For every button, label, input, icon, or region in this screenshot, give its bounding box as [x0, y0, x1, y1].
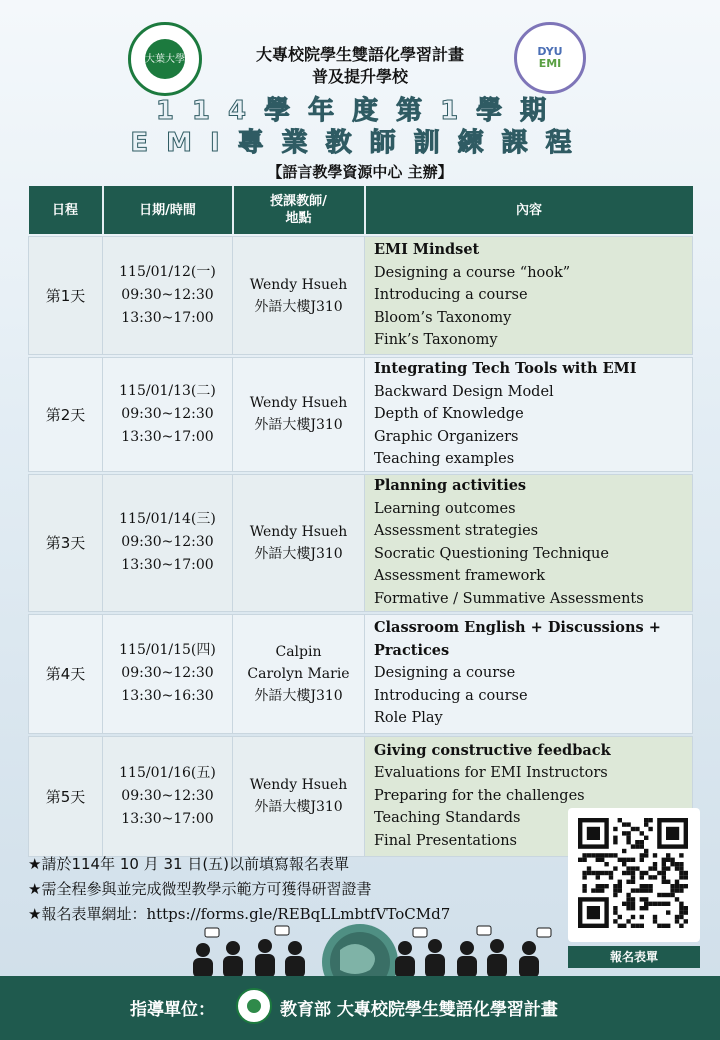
notes — [28, 852, 450, 927]
content-title: Classroom English + Discussions + Practices — [374, 619, 661, 659]
people-silhouettes-illustration — [185, 920, 565, 978]
teacher-line: Wendy Hsueh — [249, 777, 348, 794]
date-line: 13:30~17:00 — [121, 428, 214, 445]
teacher-cell — [233, 358, 365, 472]
day-cell: 第5天 — [29, 736, 103, 856]
header-day: 日程 — [29, 186, 103, 234]
date-line: 09:30~12:30 — [121, 287, 214, 303]
teacher-line: Carolyn Marie — [247, 665, 350, 682]
teacher-line: 外語大樓J310 — [254, 417, 343, 434]
date-cell — [103, 474, 233, 611]
schedule-table — [28, 186, 693, 857]
teacher-cell — [233, 614, 365, 733]
registration-link[interactable]: https://forms.gle/REBqLLmbtfVToCMd7 — [146, 905, 451, 923]
content-item: Backward Design Model — [374, 383, 554, 400]
day-cell: 第2天 — [29, 358, 103, 472]
header-teacher — [233, 186, 365, 234]
date-line: 115/01/13(二) — [119, 382, 216, 399]
footer-organization: 教育部 大專校院學生雙語化學習計畫 — [280, 1000, 558, 1020]
day-cell: 第3天 — [29, 474, 103, 611]
date-cell — [103, 614, 233, 733]
content-item: Depth of Knowledge — [374, 406, 524, 423]
content-title: Giving constructive feedback — [374, 741, 611, 759]
content-item: Assessment framework — [374, 568, 546, 585]
header-teacher-text: 授課教師/ 地點 — [270, 194, 327, 226]
certificate-note: ★需全程參與並完成微型教學示範方可獲得研習證書 — [28, 880, 372, 898]
url-prefix: ★報名表單網址： — [28, 905, 147, 923]
teacher-line: Wendy Hsueh — [249, 523, 348, 540]
content-cell — [365, 614, 693, 733]
content-item: Role Play — [374, 710, 443, 727]
qr-code-icon — [578, 818, 690, 932]
university-logo — [128, 22, 202, 96]
content-cell — [365, 237, 693, 355]
header-date: 日期/時間 — [103, 186, 233, 234]
teacher-line: Calpin — [275, 643, 322, 660]
date-line: 13:30~17:00 — [121, 310, 214, 326]
content-item: Bloom’s Taxonomy — [374, 309, 512, 326]
date-cell — [103, 237, 233, 355]
content-item: Fink’s Taxonomy — [374, 332, 498, 349]
date-line: 13:30~17:00 — [121, 557, 214, 574]
date-line: 115/01/16(五) — [119, 764, 216, 781]
date-line: 09:30~12:30 — [121, 534, 214, 551]
teacher-cell — [233, 736, 365, 856]
date-line: 09:30~12:30 — [121, 405, 214, 422]
content-item: Final Presentations — [374, 832, 518, 849]
content-item: Preparing for the challenges — [374, 787, 585, 804]
date-cell — [103, 736, 233, 856]
date-line: 115/01/15(四) — [119, 642, 216, 659]
day-cell: 第4天 — [29, 614, 103, 733]
content-cell — [365, 474, 693, 611]
content-title: EMI Mindset — [374, 241, 480, 259]
emi-logo-text-2: EMI — [538, 57, 562, 70]
table-row — [29, 358, 693, 472]
footer-bar — [0, 976, 720, 1040]
content-item: Socratic Questioning Technique — [374, 545, 609, 562]
content-item: Learning outcomes — [374, 500, 516, 517]
content-item: Introducing a course — [374, 287, 528, 304]
content-item: Formative / Summative Assessments — [374, 590, 644, 607]
content-cell — [365, 358, 693, 472]
dyu-emi-logo — [514, 22, 586, 94]
date-line: 115/01/14(三) — [119, 511, 216, 528]
moe-seal-icon — [236, 988, 272, 1024]
content-item: Assessment strategies — [374, 523, 539, 540]
teacher-line: 外語大樓J310 — [254, 545, 343, 562]
semester-title: 114學年度第1學期 — [155, 96, 565, 126]
content-title: Integrating Tech Tools with EMI — [374, 360, 637, 377]
footer-label: 指導單位： — [130, 1000, 215, 1020]
program-title: 大專校院學生雙語化學習計畫 — [255, 45, 464, 64]
day-cell: 第1天 — [29, 237, 103, 355]
teacher-line: 外語大樓J310 — [254, 298, 343, 315]
date-line: 13:30~17:00 — [121, 810, 214, 827]
content-title: Planning activities — [374, 476, 527, 494]
content-item: Evaluations for EMI Instructors — [374, 765, 608, 782]
header-content: 內容 — [365, 186, 693, 234]
date-cell — [103, 358, 233, 472]
content-item: Introducing a course — [374, 687, 528, 704]
program-subtitle: 普及提升學校 — [311, 67, 408, 86]
teacher-line: 外語大樓J310 — [254, 687, 343, 704]
qr-code[interactable] — [568, 808, 700, 942]
content-item: Designing a course “hook” — [374, 264, 571, 281]
course-title: EMI專業教師訓練課程 — [130, 128, 590, 158]
teacher-line: Wendy Hsueh — [249, 395, 348, 412]
content-item: Teaching examples — [374, 451, 515, 468]
university-logo-text: 大葉大學 — [145, 39, 185, 79]
deadline-note: ★請於114年 10 月 31 日(五)以前填寫報名表單 — [28, 855, 350, 873]
table-row — [29, 614, 693, 733]
table-row — [29, 474, 693, 611]
teacher-cell — [233, 474, 365, 611]
content-item: Designing a course — [374, 665, 516, 682]
teacher-line: 外語大樓J310 — [254, 799, 343, 816]
content-item: Graphic Organizers — [374, 428, 519, 445]
table-row — [29, 237, 693, 355]
content-item: Teaching Standards — [374, 810, 521, 827]
date-line: 13:30~16:30 — [121, 688, 214, 705]
date-line: 09:30~12:30 — [121, 665, 214, 682]
date-line: 09:30~12:30 — [121, 787, 214, 804]
teacher-cell — [233, 237, 365, 355]
qr-label: 報名表單 — [568, 946, 700, 968]
date-line: 115/01/12(一) — [119, 264, 216, 280]
emi-logo-text-1: DYU — [537, 45, 563, 58]
teacher-line: Wendy Hsueh — [249, 276, 348, 293]
organizer-label: 【語言教學資源中心 主辦】 — [267, 163, 453, 181]
table-header-row — [29, 186, 693, 234]
